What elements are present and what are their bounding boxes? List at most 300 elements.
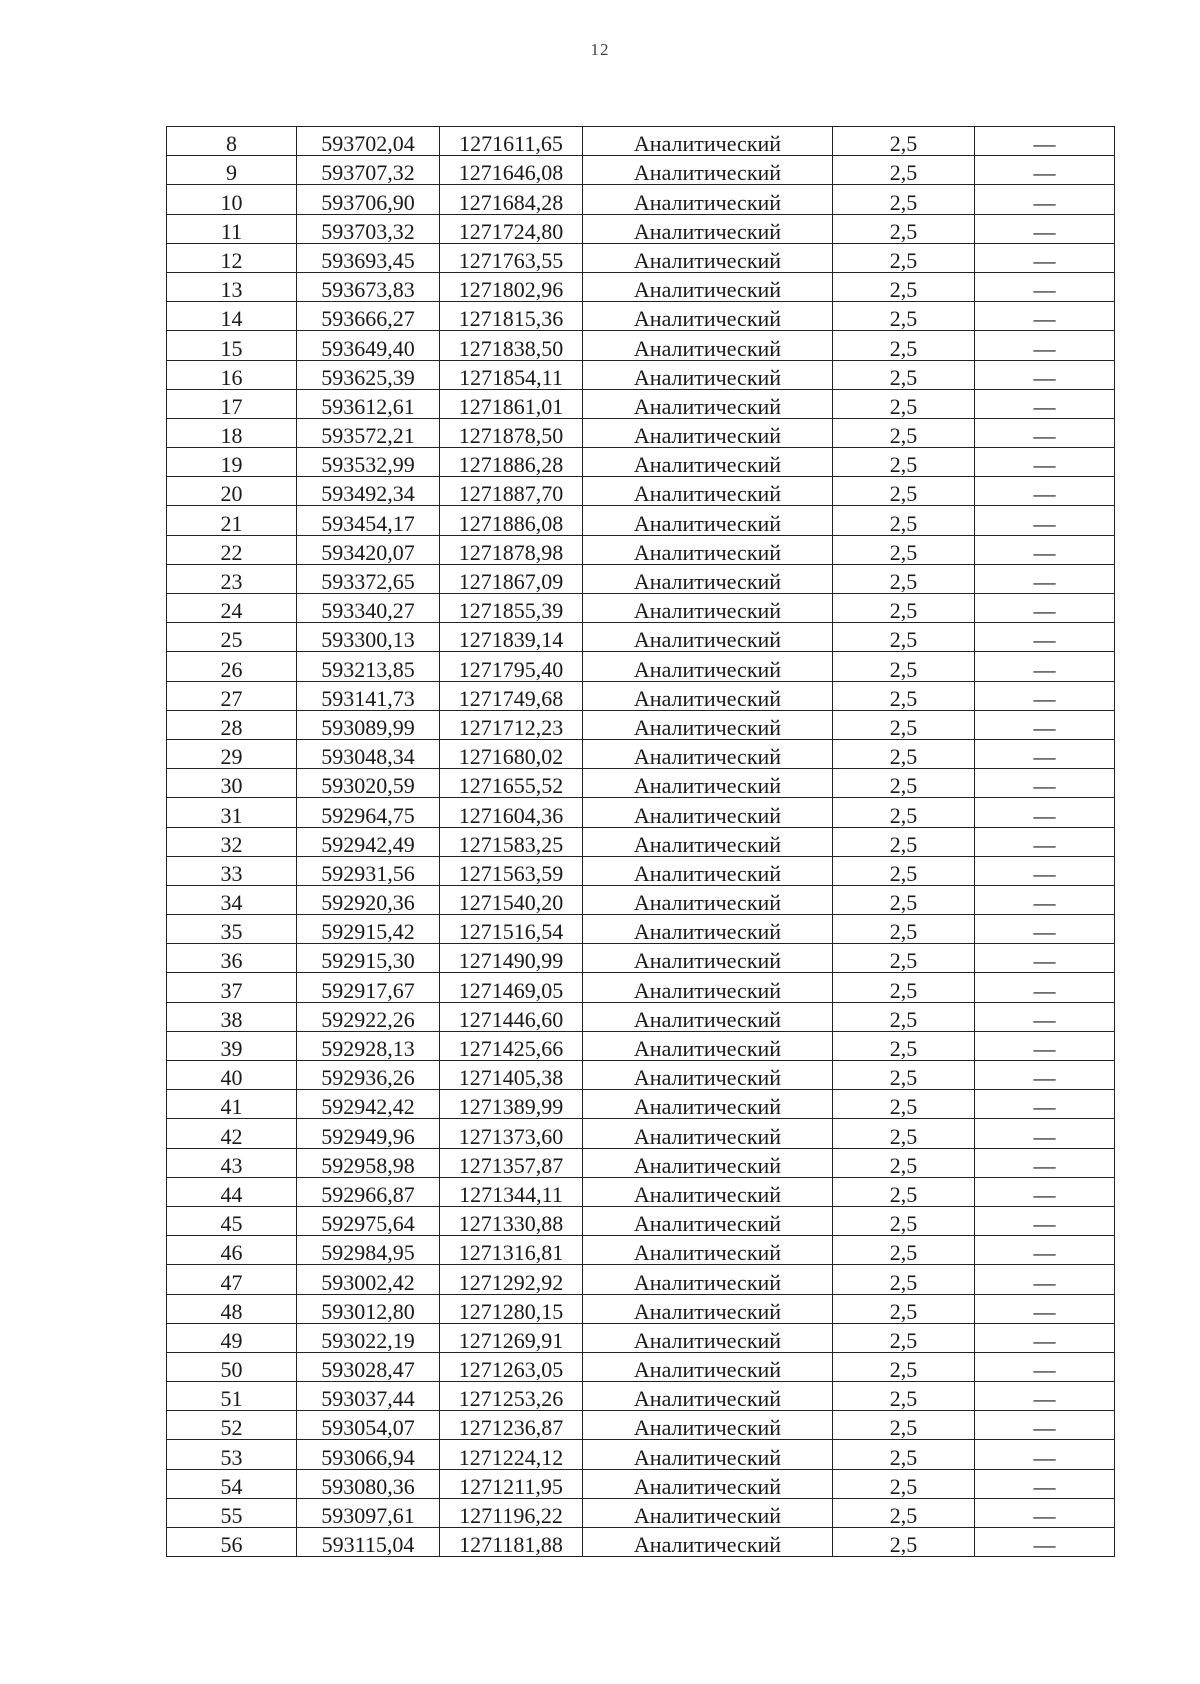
method-cell: Аналитический [583, 564, 833, 593]
x-coordinate-cell: 593213,85 [297, 652, 440, 681]
x-coordinate-cell: 593454,17 [297, 506, 440, 535]
accuracy-cell: 2,5 [833, 389, 975, 418]
method-cell: Аналитический [583, 1206, 833, 1235]
x-coordinate-cell: 592920,36 [297, 885, 440, 914]
accuracy-cell: 2,5 [833, 1498, 975, 1527]
y-coordinate-cell: 1271878,50 [440, 418, 583, 447]
y-coordinate-cell: 1271680,02 [440, 739, 583, 768]
accuracy-cell: 2,5 [833, 594, 975, 623]
method-cell: Аналитический [583, 1352, 833, 1381]
x-coordinate-cell: 593673,83 [297, 272, 440, 301]
accuracy-cell: 2,5 [833, 477, 975, 506]
point-number-cell: 43 [167, 1148, 297, 1177]
y-coordinate-cell: 1271815,36 [440, 302, 583, 331]
point-number-cell: 48 [167, 1294, 297, 1323]
note-cell: — [975, 1411, 1115, 1440]
table-row [167, 885, 1115, 914]
point-number-cell: 25 [167, 623, 297, 652]
table-row [167, 214, 1115, 243]
method-cell: Аналитический [583, 1265, 833, 1294]
x-coordinate-cell: 592915,42 [297, 915, 440, 944]
accuracy-cell: 2,5 [833, 1323, 975, 1352]
y-coordinate-cell: 1271516,54 [440, 915, 583, 944]
note-cell: — [975, 1528, 1115, 1557]
point-number-cell: 37 [167, 973, 297, 1002]
accuracy-cell: 2,5 [833, 564, 975, 593]
y-coordinate-cell: 1271224,12 [440, 1440, 583, 1469]
point-number-cell: 12 [167, 243, 297, 272]
table-row [167, 477, 1115, 506]
table-row [167, 127, 1115, 156]
method-cell: Аналитический [583, 1061, 833, 1090]
y-coordinate-cell: 1271861,01 [440, 389, 583, 418]
note-cell: — [975, 1498, 1115, 1527]
accuracy-cell: 2,5 [833, 1002, 975, 1031]
method-cell: Аналитический [583, 360, 833, 389]
table-row [167, 1440, 1115, 1469]
accuracy-cell: 2,5 [833, 739, 975, 768]
y-coordinate-cell: 1271373,60 [440, 1119, 583, 1148]
table-row [167, 944, 1115, 973]
note-cell: — [975, 185, 1115, 214]
note-cell: — [975, 127, 1115, 156]
note-cell: — [975, 681, 1115, 710]
x-coordinate-cell: 593037,44 [297, 1382, 440, 1411]
accuracy-cell: 2,5 [833, 681, 975, 710]
y-coordinate-cell: 1271684,28 [440, 185, 583, 214]
point-number-cell: 53 [167, 1440, 297, 1469]
accuracy-cell: 2,5 [833, 1090, 975, 1119]
point-number-cell: 51 [167, 1382, 297, 1411]
method-cell: Аналитический [583, 1382, 833, 1411]
table-row [167, 1002, 1115, 1031]
accuracy-cell: 2,5 [833, 1061, 975, 1090]
x-coordinate-cell: 593693,45 [297, 243, 440, 272]
note-cell: — [975, 506, 1115, 535]
note-cell: — [975, 739, 1115, 768]
y-coordinate-cell: 1271316,81 [440, 1236, 583, 1265]
x-coordinate-cell: 593300,13 [297, 623, 440, 652]
point-number-cell: 24 [167, 594, 297, 623]
point-number-cell: 19 [167, 448, 297, 477]
y-coordinate-cell: 1271292,92 [440, 1265, 583, 1294]
accuracy-cell: 2,5 [833, 652, 975, 681]
point-number-cell: 13 [167, 272, 297, 301]
table-row [167, 1206, 1115, 1235]
x-coordinate-cell: 593649,40 [297, 331, 440, 360]
method-cell: Аналитический [583, 302, 833, 331]
table-row [167, 448, 1115, 477]
y-coordinate-cell: 1271211,95 [440, 1469, 583, 1498]
table-row [167, 681, 1115, 710]
note-cell: — [975, 331, 1115, 360]
method-cell: Аналитический [583, 477, 833, 506]
y-coordinate-cell: 1271838,50 [440, 331, 583, 360]
table-row [167, 1148, 1115, 1177]
note-cell: — [975, 214, 1115, 243]
method-cell: Аналитический [583, 1323, 833, 1352]
method-cell: Аналитический [583, 1031, 833, 1060]
x-coordinate-cell: 593372,65 [297, 564, 440, 593]
method-cell: Аналитический [583, 389, 833, 418]
coordinates-table-body [167, 127, 1115, 1557]
x-coordinate-cell: 592917,67 [297, 973, 440, 1002]
x-coordinate-cell: 593141,73 [297, 681, 440, 710]
x-coordinate-cell: 592984,95 [297, 1236, 440, 1265]
accuracy-cell: 2,5 [833, 302, 975, 331]
note-cell: — [975, 885, 1115, 914]
method-cell: Аналитический [583, 535, 833, 564]
x-coordinate-cell: 593048,34 [297, 739, 440, 768]
accuracy-cell: 2,5 [833, 710, 975, 739]
table-row [167, 594, 1115, 623]
x-coordinate-cell: 593707,32 [297, 156, 440, 185]
table-row [167, 710, 1115, 739]
accuracy-cell: 2,5 [833, 623, 975, 652]
method-cell: Аналитический [583, 1002, 833, 1031]
method-cell: Аналитический [583, 710, 833, 739]
table-row [167, 1411, 1115, 1440]
x-coordinate-cell: 592975,64 [297, 1206, 440, 1235]
y-coordinate-cell: 1271357,87 [440, 1148, 583, 1177]
table-row [167, 185, 1115, 214]
point-number-cell: 11 [167, 214, 297, 243]
table-row [167, 564, 1115, 593]
note-cell: — [975, 973, 1115, 1002]
accuracy-cell: 2,5 [833, 944, 975, 973]
point-number-cell: 32 [167, 827, 297, 856]
y-coordinate-cell: 1271646,08 [440, 156, 583, 185]
table-row [167, 769, 1115, 798]
accuracy-cell: 2,5 [833, 360, 975, 389]
table-row [167, 389, 1115, 418]
table-row [167, 798, 1115, 827]
x-coordinate-cell: 593625,39 [297, 360, 440, 389]
x-coordinate-cell: 593492,34 [297, 477, 440, 506]
table-row [167, 1382, 1115, 1411]
method-cell: Аналитический [583, 827, 833, 856]
coordinates-table [166, 126, 1115, 1557]
table-row [167, 1352, 1115, 1381]
accuracy-cell: 2,5 [833, 1119, 975, 1148]
y-coordinate-cell: 1271389,99 [440, 1090, 583, 1119]
method-cell: Аналитический [583, 1177, 833, 1206]
point-number-cell: 8 [167, 127, 297, 156]
y-coordinate-cell: 1271855,39 [440, 594, 583, 623]
note-cell: — [975, 243, 1115, 272]
note-cell: — [975, 448, 1115, 477]
note-cell: — [975, 1090, 1115, 1119]
method-cell: Аналитический [583, 769, 833, 798]
point-number-cell: 18 [167, 418, 297, 447]
point-number-cell: 26 [167, 652, 297, 681]
table-row [167, 156, 1115, 185]
method-cell: Аналитический [583, 594, 833, 623]
method-cell: Аналитический [583, 1498, 833, 1527]
note-cell: — [975, 944, 1115, 973]
point-number-cell: 35 [167, 915, 297, 944]
y-coordinate-cell: 1271263,05 [440, 1352, 583, 1381]
note-cell: — [975, 564, 1115, 593]
y-coordinate-cell: 1271446,60 [440, 1002, 583, 1031]
table-row [167, 827, 1115, 856]
x-coordinate-cell: 592964,75 [297, 798, 440, 827]
note-cell: — [975, 623, 1115, 652]
note-cell: — [975, 710, 1115, 739]
y-coordinate-cell: 1271330,88 [440, 1206, 583, 1235]
method-cell: Аналитический [583, 185, 833, 214]
x-coordinate-cell: 593080,36 [297, 1469, 440, 1498]
point-number-cell: 44 [167, 1177, 297, 1206]
point-number-cell: 50 [167, 1352, 297, 1381]
method-cell: Аналитический [583, 1148, 833, 1177]
accuracy-cell: 2,5 [833, 1411, 975, 1440]
y-coordinate-cell: 1271405,38 [440, 1061, 583, 1090]
method-cell: Аналитический [583, 739, 833, 768]
y-coordinate-cell: 1271655,52 [440, 769, 583, 798]
table-row [167, 856, 1115, 885]
note-cell: — [975, 594, 1115, 623]
note-cell: — [975, 535, 1115, 564]
method-cell: Аналитический [583, 214, 833, 243]
table-row [167, 1031, 1115, 1060]
x-coordinate-cell: 593702,04 [297, 127, 440, 156]
accuracy-cell: 2,5 [833, 885, 975, 914]
table-row [167, 623, 1115, 652]
point-number-cell: 45 [167, 1206, 297, 1235]
x-coordinate-cell: 592922,26 [297, 1002, 440, 1031]
point-number-cell: 10 [167, 185, 297, 214]
x-coordinate-cell: 593703,32 [297, 214, 440, 243]
table-row [167, 535, 1115, 564]
note-cell: — [975, 827, 1115, 856]
table-row [167, 360, 1115, 389]
y-coordinate-cell: 1271181,88 [440, 1528, 583, 1557]
y-coordinate-cell: 1271583,25 [440, 827, 583, 856]
point-number-cell: 33 [167, 856, 297, 885]
x-coordinate-cell: 593089,99 [297, 710, 440, 739]
accuracy-cell: 2,5 [833, 915, 975, 944]
method-cell: Аналитический [583, 1294, 833, 1323]
accuracy-cell: 2,5 [833, 798, 975, 827]
accuracy-cell: 2,5 [833, 127, 975, 156]
y-coordinate-cell: 1271563,59 [440, 856, 583, 885]
method-cell: Аналитический [583, 272, 833, 301]
table-row [167, 1061, 1115, 1090]
page-number: 12 [590, 40, 610, 59]
note-cell: — [975, 1002, 1115, 1031]
y-coordinate-cell: 1271604,36 [440, 798, 583, 827]
note-cell: — [975, 798, 1115, 827]
accuracy-cell: 2,5 [833, 1206, 975, 1235]
note-cell: — [975, 1061, 1115, 1090]
y-coordinate-cell: 1271490,99 [440, 944, 583, 973]
table-row [167, 739, 1115, 768]
point-number-cell: 49 [167, 1323, 297, 1352]
note-cell: — [975, 1469, 1115, 1498]
note-cell: — [975, 1265, 1115, 1294]
accuracy-cell: 2,5 [833, 1469, 975, 1498]
x-coordinate-cell: 593532,99 [297, 448, 440, 477]
x-coordinate-cell: 593420,07 [297, 535, 440, 564]
point-number-cell: 30 [167, 769, 297, 798]
accuracy-cell: 2,5 [833, 1177, 975, 1206]
table-row [167, 1323, 1115, 1352]
method-cell: Аналитический [583, 944, 833, 973]
accuracy-cell: 2,5 [833, 1265, 975, 1294]
x-coordinate-cell: 592915,30 [297, 944, 440, 973]
note-cell: — [975, 389, 1115, 418]
accuracy-cell: 2,5 [833, 769, 975, 798]
x-coordinate-cell: 593115,04 [297, 1528, 440, 1557]
y-coordinate-cell: 1271425,66 [440, 1031, 583, 1060]
note-cell: — [975, 418, 1115, 447]
accuracy-cell: 2,5 [833, 1294, 975, 1323]
y-coordinate-cell: 1271469,05 [440, 973, 583, 1002]
table-row [167, 272, 1115, 301]
point-number-cell: 34 [167, 885, 297, 914]
method-cell: Аналитический [583, 623, 833, 652]
point-number-cell: 17 [167, 389, 297, 418]
x-coordinate-cell: 592942,42 [297, 1090, 440, 1119]
note-cell: — [975, 1177, 1115, 1206]
y-coordinate-cell: 1271540,20 [440, 885, 583, 914]
method-cell: Аналитический [583, 418, 833, 447]
note-cell: — [975, 1236, 1115, 1265]
point-number-cell: 38 [167, 1002, 297, 1031]
accuracy-cell: 2,5 [833, 243, 975, 272]
method-cell: Аналитический [583, 973, 833, 1002]
accuracy-cell: 2,5 [833, 856, 975, 885]
note-cell: — [975, 1119, 1115, 1148]
y-coordinate-cell: 1271886,08 [440, 506, 583, 535]
accuracy-cell: 2,5 [833, 156, 975, 185]
method-cell: Аналитический [583, 1411, 833, 1440]
method-cell: Аналитический [583, 156, 833, 185]
x-coordinate-cell: 593022,19 [297, 1323, 440, 1352]
y-coordinate-cell: 1271878,98 [440, 535, 583, 564]
y-coordinate-cell: 1271253,26 [440, 1382, 583, 1411]
table-row [167, 1177, 1115, 1206]
point-number-cell: 56 [167, 1528, 297, 1557]
x-coordinate-cell: 593706,90 [297, 185, 440, 214]
method-cell: Аналитический [583, 798, 833, 827]
table-row [167, 418, 1115, 447]
point-number-cell: 31 [167, 798, 297, 827]
table-row [167, 1469, 1115, 1498]
table-row [167, 506, 1115, 535]
point-number-cell: 14 [167, 302, 297, 331]
note-cell: — [975, 156, 1115, 185]
note-cell: — [975, 856, 1115, 885]
x-coordinate-cell: 592966,87 [297, 1177, 440, 1206]
point-number-cell: 42 [167, 1119, 297, 1148]
method-cell: Аналитический [583, 652, 833, 681]
accuracy-cell: 2,5 [833, 827, 975, 856]
note-cell: — [975, 1206, 1115, 1235]
accuracy-cell: 2,5 [833, 214, 975, 243]
method-cell: Аналитический [583, 1528, 833, 1557]
note-cell: — [975, 302, 1115, 331]
point-number-cell: 20 [167, 477, 297, 506]
method-cell: Аналитический [583, 1090, 833, 1119]
y-coordinate-cell: 1271344,11 [440, 1177, 583, 1206]
y-coordinate-cell: 1271269,91 [440, 1323, 583, 1352]
x-coordinate-cell: 592942,49 [297, 827, 440, 856]
y-coordinate-cell: 1271795,40 [440, 652, 583, 681]
point-number-cell: 28 [167, 710, 297, 739]
point-number-cell: 39 [167, 1031, 297, 1060]
table-row [167, 1528, 1115, 1557]
method-cell: Аналитический [583, 1236, 833, 1265]
method-cell: Аналитический [583, 243, 833, 272]
y-coordinate-cell: 1271749,68 [440, 681, 583, 710]
note-cell: — [975, 272, 1115, 301]
y-coordinate-cell: 1271236,87 [440, 1411, 583, 1440]
method-cell: Аналитический [583, 1119, 833, 1148]
method-cell: Аналитический [583, 856, 833, 885]
point-number-cell: 23 [167, 564, 297, 593]
table-row [167, 1294, 1115, 1323]
y-coordinate-cell: 1271763,55 [440, 243, 583, 272]
accuracy-cell: 2,5 [833, 272, 975, 301]
y-coordinate-cell: 1271887,70 [440, 477, 583, 506]
x-coordinate-cell: 592936,26 [297, 1061, 440, 1090]
x-coordinate-cell: 593097,61 [297, 1498, 440, 1527]
table-row [167, 915, 1115, 944]
x-coordinate-cell: 592931,56 [297, 856, 440, 885]
point-number-cell: 22 [167, 535, 297, 564]
x-coordinate-cell: 593020,59 [297, 769, 440, 798]
x-coordinate-cell: 593666,27 [297, 302, 440, 331]
accuracy-cell: 2,5 [833, 418, 975, 447]
accuracy-cell: 2,5 [833, 1440, 975, 1469]
x-coordinate-cell: 593612,61 [297, 389, 440, 418]
table-row [167, 652, 1115, 681]
point-number-cell: 36 [167, 944, 297, 973]
method-cell: Аналитический [583, 681, 833, 710]
table-row [167, 243, 1115, 272]
x-coordinate-cell: 593012,80 [297, 1294, 440, 1323]
method-cell: Аналитический [583, 127, 833, 156]
method-cell: Аналитический [583, 448, 833, 477]
y-coordinate-cell: 1271867,09 [440, 564, 583, 593]
point-number-cell: 27 [167, 681, 297, 710]
x-coordinate-cell: 593002,42 [297, 1265, 440, 1294]
note-cell: — [975, 1148, 1115, 1177]
point-number-cell: 9 [167, 156, 297, 185]
x-coordinate-cell: 593054,07 [297, 1411, 440, 1440]
point-number-cell: 21 [167, 506, 297, 535]
accuracy-cell: 2,5 [833, 535, 975, 564]
y-coordinate-cell: 1271280,15 [440, 1294, 583, 1323]
table-row [167, 1265, 1115, 1294]
note-cell: — [975, 769, 1115, 798]
table-row [167, 1498, 1115, 1527]
x-coordinate-cell: 593572,21 [297, 418, 440, 447]
point-number-cell: 46 [167, 1236, 297, 1265]
accuracy-cell: 2,5 [833, 506, 975, 535]
note-cell: — [975, 1031, 1115, 1060]
x-coordinate-cell: 593028,47 [297, 1352, 440, 1381]
note-cell: — [975, 1323, 1115, 1352]
note-cell: — [975, 652, 1115, 681]
note-cell: — [975, 915, 1115, 944]
accuracy-cell: 2,5 [833, 1236, 975, 1265]
table-row [167, 331, 1115, 360]
x-coordinate-cell: 592928,13 [297, 1031, 440, 1060]
method-cell: Аналитический [583, 331, 833, 360]
